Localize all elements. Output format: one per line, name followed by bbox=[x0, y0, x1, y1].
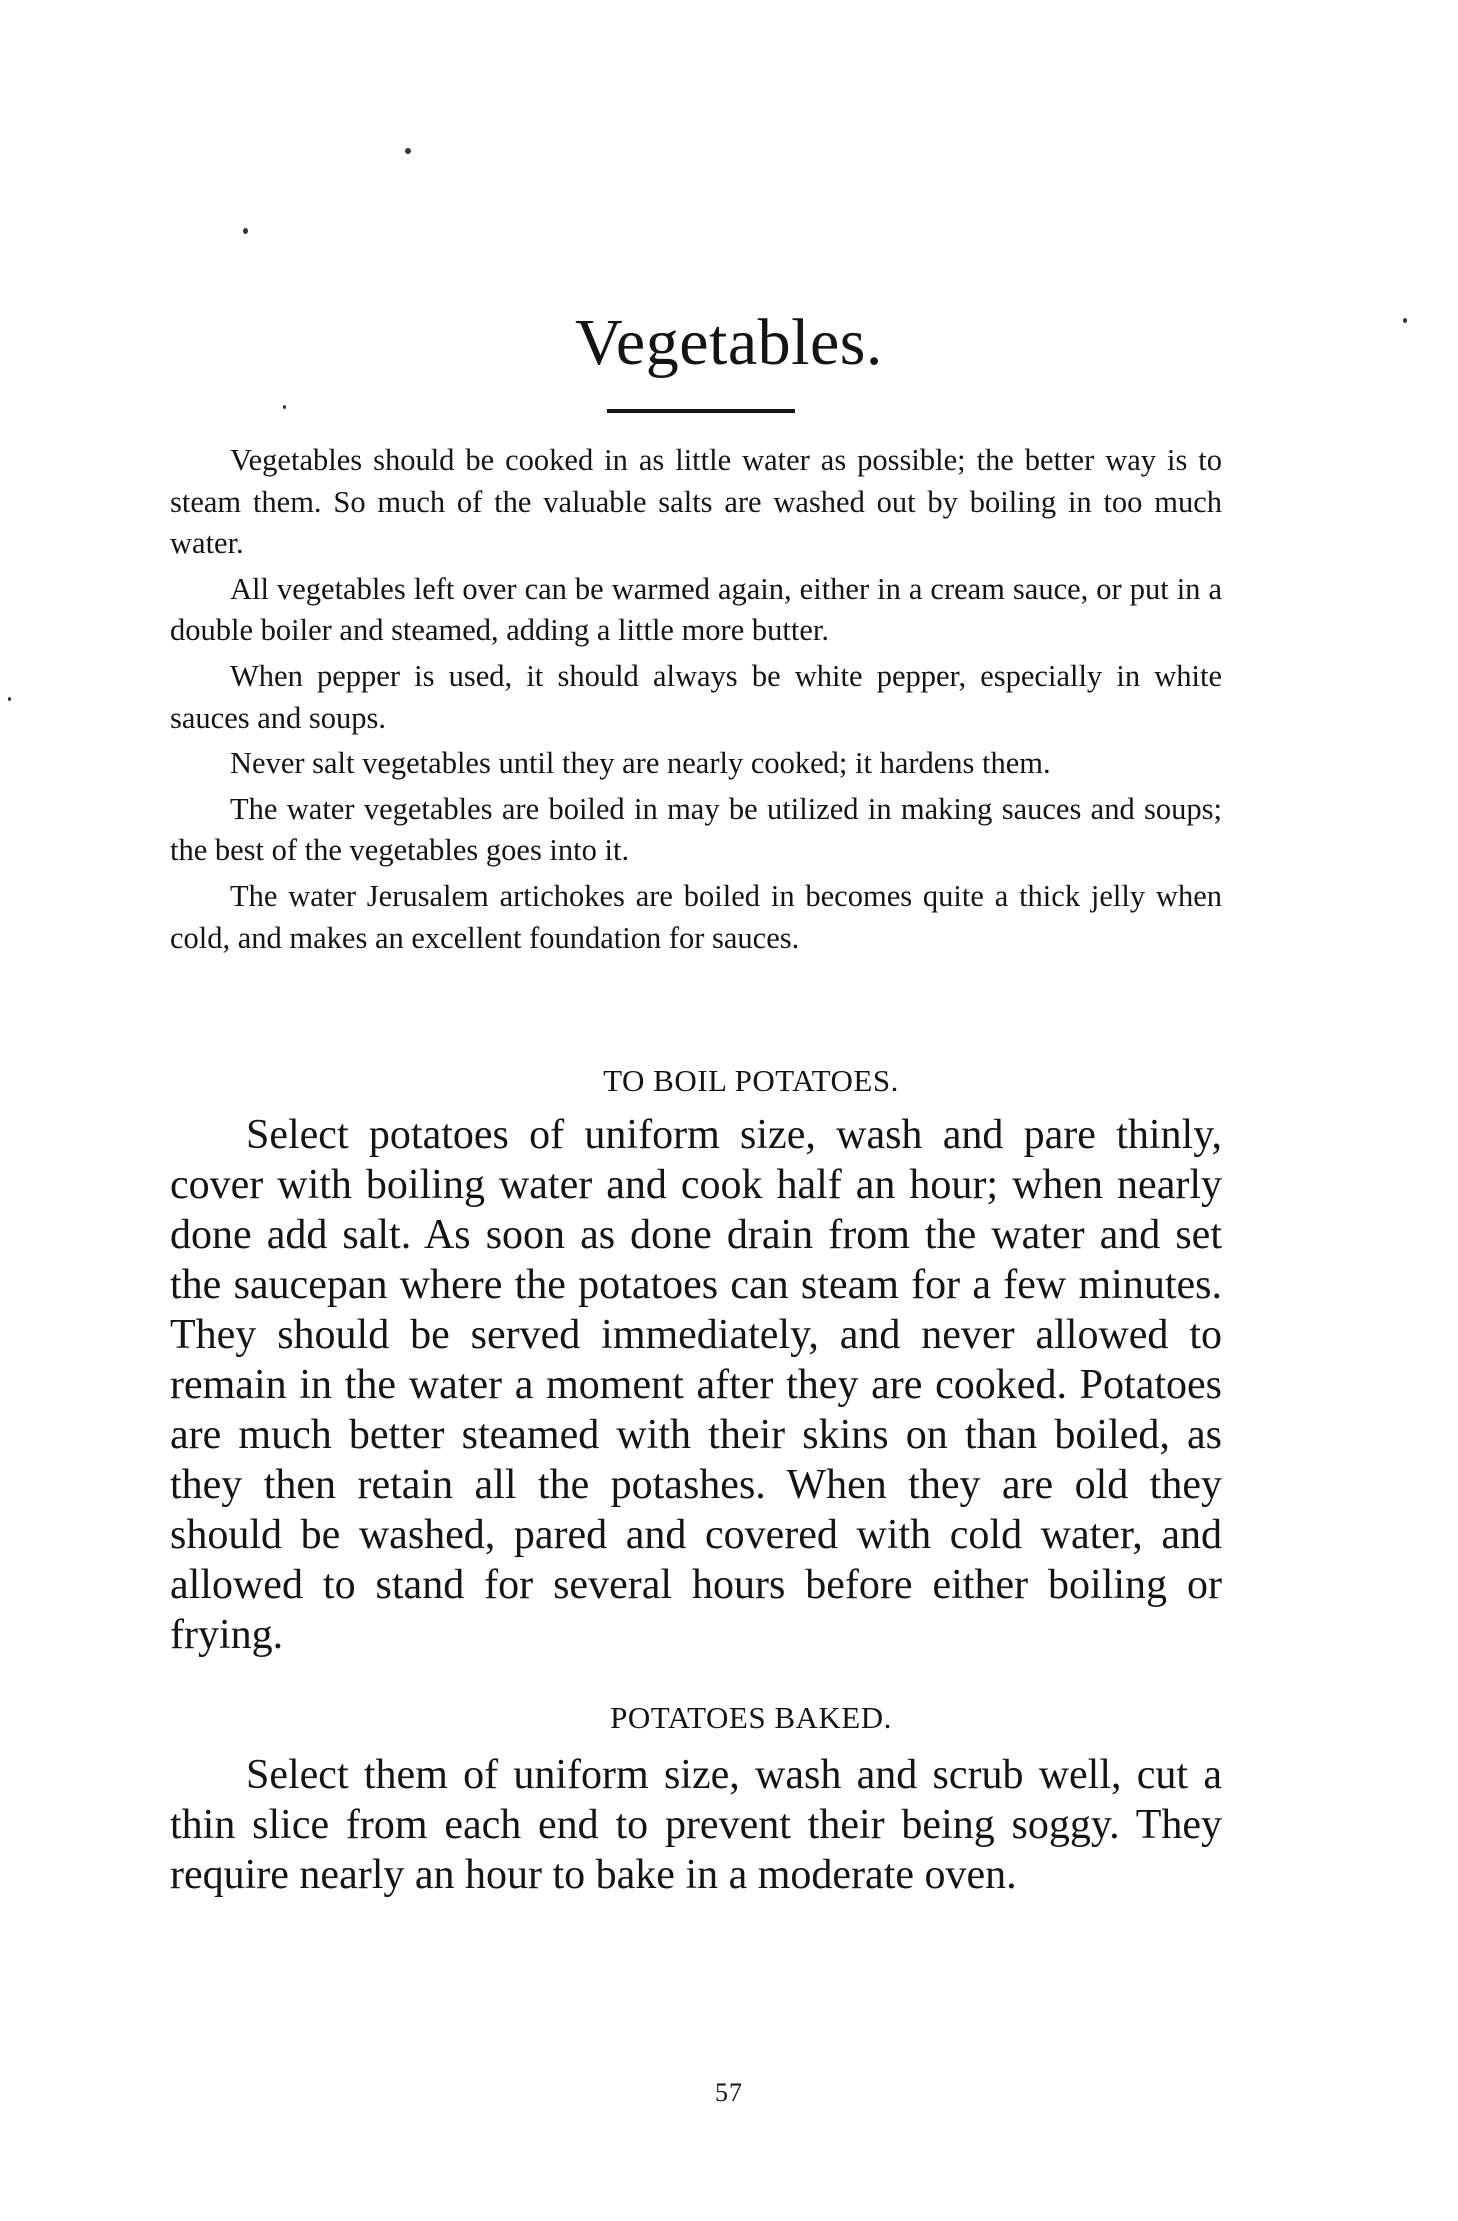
section-heading-boil-potatoes: TO BOIL POTATOES. bbox=[603, 1063, 899, 1098]
intro-paragraph: Never salt vegetables until they are nearly cooked; it hardens them. bbox=[230, 746, 1051, 781]
potatoes-baked-text bbox=[170, 1750, 1222, 1900]
intro-paragraph: When pepper is used, it should always be white pepper, especially in white sauces and soups. bbox=[170, 658, 1222, 735]
scan-speck bbox=[283, 405, 286, 409]
intro-paragraph: The water Jerusalem artichokes are boiled in becomes quite a thick jelly when cold, and makes an excellent foundation for sauces. bbox=[170, 878, 1222, 955]
title-rule bbox=[607, 409, 795, 413]
page-title: Vegetables. bbox=[575, 306, 883, 379]
intro-paragraph: Vegetables should be cooked in as little water as possible; the better way is to steam them. So much of the valuable salts are washed out by boiling in too much water. bbox=[170, 443, 1222, 561]
page-number: 57 bbox=[715, 2078, 743, 2107]
scan-speck bbox=[8, 697, 11, 701]
intro-text bbox=[170, 440, 1222, 959]
section-heading-potatoes-baked: POTATOES BAKED. bbox=[610, 1700, 892, 1735]
intro-paragraph: The water vegetables are boiled in may be utilized in making sauces and soups; the best of the vegetables goes into it. bbox=[170, 791, 1222, 868]
intro-paragraph: All vegetables left over can be warmed again, either in a cream sauce, or put in a double boiler and steamed, adding a little more butter. bbox=[170, 571, 1222, 648]
scan-speck bbox=[405, 148, 411, 154]
scan-speck bbox=[243, 228, 248, 234]
recipe-paragraph: Select them of uniform size, wash and scrub well, cut a thin slice from each end to prevent their being soggy. They require nearly an hour to bake in a moderate oven. bbox=[170, 1752, 1222, 1898]
recipe-paragraph: Select potatoes of uniform size, wash and pare thinly, cover with boiling water and cook half an hour; when nearly done add salt. As soon as done drain from the water and set the saucepan where the potatoes can steam for a few minutes. They should be served immediately, and never allowed to remain in the water a moment after they are cooked. Potatoes are much better steamed with their skins on than boiled, as they then retain all the potashes. When they are old they should be washed, pared and covered with cold water, and allowed to stand for several hours before either boiling or frying. bbox=[170, 1112, 1222, 1658]
boil-potatoes-text bbox=[170, 1110, 1222, 1660]
